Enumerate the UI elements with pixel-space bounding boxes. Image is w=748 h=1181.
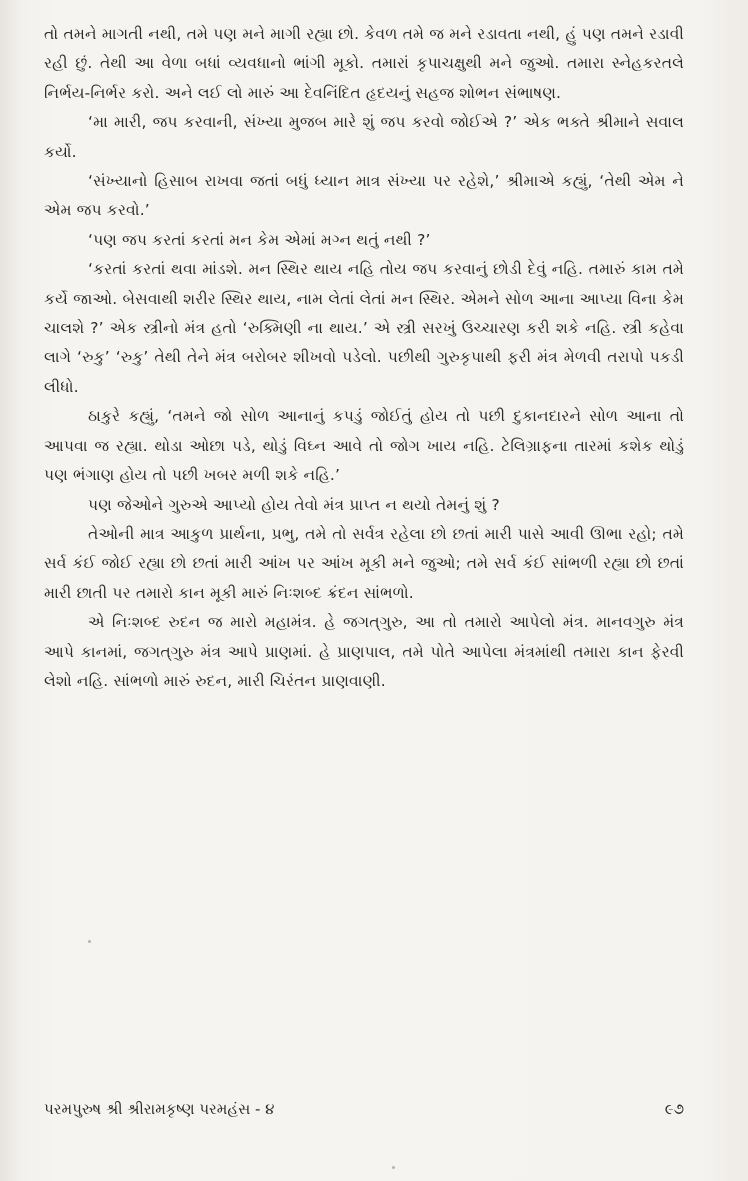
paragraph-7: પણ જેઓને ગુરુએ આપ્યો હોય તેવો મંત્ર પ્રાપ્ત ન થયો તેમનું શું ?: [88, 495, 500, 514]
paragraph-3: ‘સંખ્યાનો હિસાબ રાખવા જતાં બધું ધ્યાન માત્ર સંખ્યા પર રહેશે,’ શ્રીમાએ કહ્યું, ‘તેથી એમ ને એમ જપ કરવો.’: [44, 172, 684, 220]
running-footer-title: પરમપુરુષ શ્રી શ્રીરામકૃષ્ણ પરમહંસ - ૪: [44, 1100, 275, 1118]
page-number: ૯૭: [664, 1100, 684, 1118]
paper-speck: [88, 940, 91, 943]
paragraph-4: ‘પણ જપ કરતાં કરતાં મન કેમ એમાં મગ્ન થતું નથી ?’: [88, 230, 431, 249]
paragraph-1: તો તમને માગતી નથી, તમે પણ મને માગી રહ્યા છો. કેવળ તમે જ મને રડાવતા નથી, હું પણ તમને રડાવી રહી છું. તેથી આ વેળા બધાં વ્યવધાનો ભાંગી મૂકો. તમારાં કૃપાચક્ષુથી મને જુઓ. તમારા સ્નેહકરતલે નિર્ભય-નિર્ભર કરો. અને લઈ લો મારું આ દેવનિંદિત હૃદયનું સહજ શોભન સંભાષણ.: [44, 25, 684, 102]
paragraph-5: ‘કરતાં કરતાં થવા માંડશે. મન સ્થિર થાય નહિ તોય જપ કરવાનું છોડી દેવું નહિ. તમારું કામ તમે કર્યે જાઓ. બેસવાથી શરીર સ્થિર થાય, નામ લેતાં લેતાં મન સ્થિર. એમને સોળ આના આપ્યા વિના કેમ ચાલશે ?’ એક સ્ત્રીનો મંત્ર હતો ‘રુક્મિણી ના થાય.’ એ સ્ત્રી સરખું ઉચ્ચારણ કરી શકે નહિ. સ્ત્રી કહેવા લાગે ‘રુકુ’ ‘રુકુ’ તેથી તેને મંત્ર બરોબર શીખવો પડેલો. પછીથી ગુરુકૃપાથી ફરી મંત્ર મેળવી તરાપો પકડી લીધો.: [44, 260, 684, 396]
paragraph-8: તેઓની માત્ર આકુળ પ્રાર્થના, પ્રભુ, તમે તો સર્વત્ર રહેલા છો છતાં મારી પાસે આવી ઊભા રહો; તમે સર્વ કંઈ જોઈ રહ્યા છો છતાં મારી આંખ પર આંખ મૂકી મને જુઓ; તમે સર્વ કંઈ સાંભળી રહ્યા છો છતાં મારી છાતી પર તમારો કાન મૂકી મારું નિઃશબ્દ ક્રંદન સાંભળો.: [44, 524, 684, 602]
body-text: [44, 20, 684, 696]
paragraph-2: ‘મા મારી, જપ કરવાની, સંખ્યા મુજબ મારે શું જપ કરવો જોઈએ ?’ એક ભક્તે શ્રીમાને સવાલ કર્યો.: [44, 113, 684, 161]
paragraph-9: એ નિઃશબ્દ રુદન જ મારો મહામંત્ર. હે જગત્‌ગુરુ, આ તો તમારો આપેલો મંત્ર. માનવગુરુ મંત્ર આપે કાનમાં, જગત્‌ગુરુ મંત્ર આપે પ્રાણમાં. હે પ્રાણપાલ, તમે પોતે આપેલા મંત્રમાંથી તમારા કાન ફેરવી લેશો નહિ. સાંભળો મારું રુદન, મારી ચિરંતન પ્રાણવાણી.: [44, 613, 684, 690]
paper-speck: [392, 1166, 395, 1169]
paragraph-6: ઠાકુરે કહ્યું, ‘તમને જો સોળ આનાનું કપડું જોઈતું હોય તો પછી દુકાનદારને સોળ આના તો આપવા જ રહ્યા. થોડા ઓછા પડે, થોડું વિઘ્ન આવે તો જોગ ખાય નહિ. ટેલિગ્રાફના તારમાં કશેક થોડું પણ ભંગાણ હોય તો પછી ખબર મળી શકે નહિ.’: [44, 407, 684, 485]
